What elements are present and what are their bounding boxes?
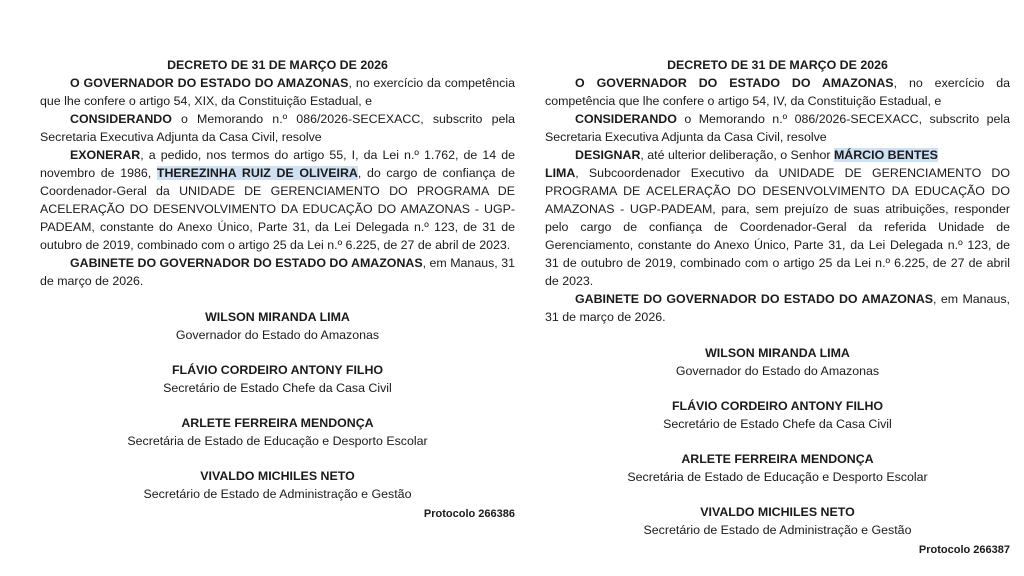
governor-heading: O GOVERNADOR DO ESTADO DO AMAZONAS [70, 76, 349, 90]
decree-considering [40, 110, 515, 146]
considering-label: CONSIDERANDO [70, 112, 172, 126]
decree-title: DECRETO DE 31 DE MARÇO DE 2026 [667, 58, 888, 72]
signature-block [545, 344, 1010, 380]
decree-left [40, 56, 515, 523]
decree-resolution [545, 146, 1010, 290]
decree-closing [545, 290, 1010, 326]
resolution-text-a: , até ulterior deliberação, o Senhor [640, 148, 834, 162]
signatory-role: Governador do Estado do Amazonas [175, 328, 380, 342]
decree-title: DECRETO DE 31 DE MARÇO DE 2026 [167, 58, 388, 72]
signature-block [40, 361, 515, 397]
signatory-role: Secretário de Estado Chefe da Casa Civil [663, 417, 892, 431]
considering-text: o Memorando n.º 086/2026-SECEXACC, subscrito pela Secretaria Executiva Adjunta da Casa Civil, resolve [40, 112, 515, 144]
decree-considering [545, 110, 1010, 146]
protocol-number: Protocolo 266386 [423, 508, 515, 520]
person-name-continued: LIMA [545, 166, 576, 180]
closing-text: , em Manaus, 31 de março de 2026. [545, 292, 1010, 324]
decree-closing [40, 254, 515, 290]
signatory-name: ARLETE FERREIRA MENDONÇA [681, 452, 874, 466]
signature-block [40, 414, 515, 450]
action-label: DESIGNAR [575, 148, 641, 162]
resolution-text-a: , a pedido, nos termos do artigo 55, I, da Lei n.º 1.762, de 14 de novembro de 1986, [40, 148, 515, 180]
signatory-name: WILSON MIRANDA LIMA [205, 310, 350, 324]
signatory-role: Secretária de Estado de Educação e Desporto Escolar [627, 470, 928, 484]
signatory-name: ARLETE FERREIRA MENDONÇA [181, 416, 374, 430]
cabinet-heading: GABINETE DO GOVERNADOR DO ESTADO DO AMAZONAS [575, 292, 934, 306]
signatory-name: VIVALDO MICHILES NETO [700, 505, 855, 519]
signatory-role: Governador do Estado do Amazonas [675, 364, 880, 378]
decree-right [545, 56, 1010, 559]
considering-text: o Memorando n.º 086/2026-SECEXACC, subscrito pela Secretaria Executiva Adjunta da Casa Civil, resolve [545, 112, 1010, 144]
signatory-name: VIVALDO MICHILES NETO [200, 469, 355, 483]
protocol-number: Protocolo 266387 [918, 544, 1010, 556]
signatory-role: Secretário de Estado de Administração e Gestão [643, 523, 912, 537]
action-label: EXONERAR [70, 148, 141, 162]
decree-resolution [40, 146, 515, 254]
signatory-role: Secretária de Estado de Educação e Desporto Escolar [127, 434, 428, 448]
highlighted-person-name: THEREZINHA RUIZ DE OLIVEIRA [156, 166, 358, 180]
highlighted-person-name: MÁRCIO BENTES [833, 148, 938, 162]
preamble-text: , no exercício da competência que lhe confere o artigo 54, IV, da Constituição Estadual, e [545, 76, 1010, 108]
signatory-role: Secretário de Estado de Administração e Gestão [143, 487, 412, 501]
cabinet-heading: GABINETE DO GOVERNADOR DO ESTADO DO AMAZONAS [70, 256, 423, 270]
signature-block [40, 308, 515, 344]
resolution-text-b: , do cargo de confiança de Coordenador-Geral da UNIDADE DE GERENCIAMENTO DO PROGRAMA DE ACELERAÇÃO DO DESENVOLVIMENTO DA EDUCAÇÃO DO AMAZONAS - UGP-PADEAM, constante do Anexo Único, Parte 31, da Lei Delegada n.º 123, de 31 de outubro de 2019, combinado com o artigo 25 da Lei n.º 6.225, de 27 de abril de 2023. [40, 166, 516, 252]
signature-block [545, 503, 1010, 539]
signatory-name: FLÁVIO CORDEIRO ANTONY FILHO [671, 399, 884, 413]
signature-block [40, 467, 515, 503]
resolution-text-b: , Subcoordenador Executivo da UNIDADE DE GERENCIAMENTO DO PROGRAMA DE ACELERAÇÃO DO DESENVOLVIMENTO DA EDUCAÇÃO DO AMAZONAS - UGP-PADEAM, para, sem prejuízo de suas atribuições, responder pelo cargo de confiança de Coordenador-Geral da referida Unidade de Gerenciamento, constante do Anexo Único, Parte 31, da Lei Delegada n.º 123, de 31 de outubro de 2019, combinado com o artigo 25 da Lei n.º 6.225, de 27 de abril de 2023. [545, 166, 1010, 288]
preamble-text: , no exercício da competência que lhe confere o artigo 54, XIX, da Constituição Estadual, e [40, 76, 515, 108]
decree-preamble [545, 74, 1010, 110]
signatory-name: FLÁVIO CORDEIRO ANTONY FILHO [171, 363, 384, 377]
governor-heading: O GOVERNADOR DO ESTADO DO AMAZONAS [575, 76, 894, 90]
considering-label: CONSIDERANDO [575, 112, 677, 126]
signatory-role: Secretário de Estado Chefe da Casa Civil [163, 381, 392, 395]
closing-text: , em Manaus, 31 de março de 2026. [40, 256, 515, 288]
signature-block [545, 397, 1010, 433]
signature-block [545, 450, 1010, 486]
signatory-name: WILSON MIRANDA LIMA [705, 346, 850, 360]
decree-preamble [40, 74, 515, 110]
